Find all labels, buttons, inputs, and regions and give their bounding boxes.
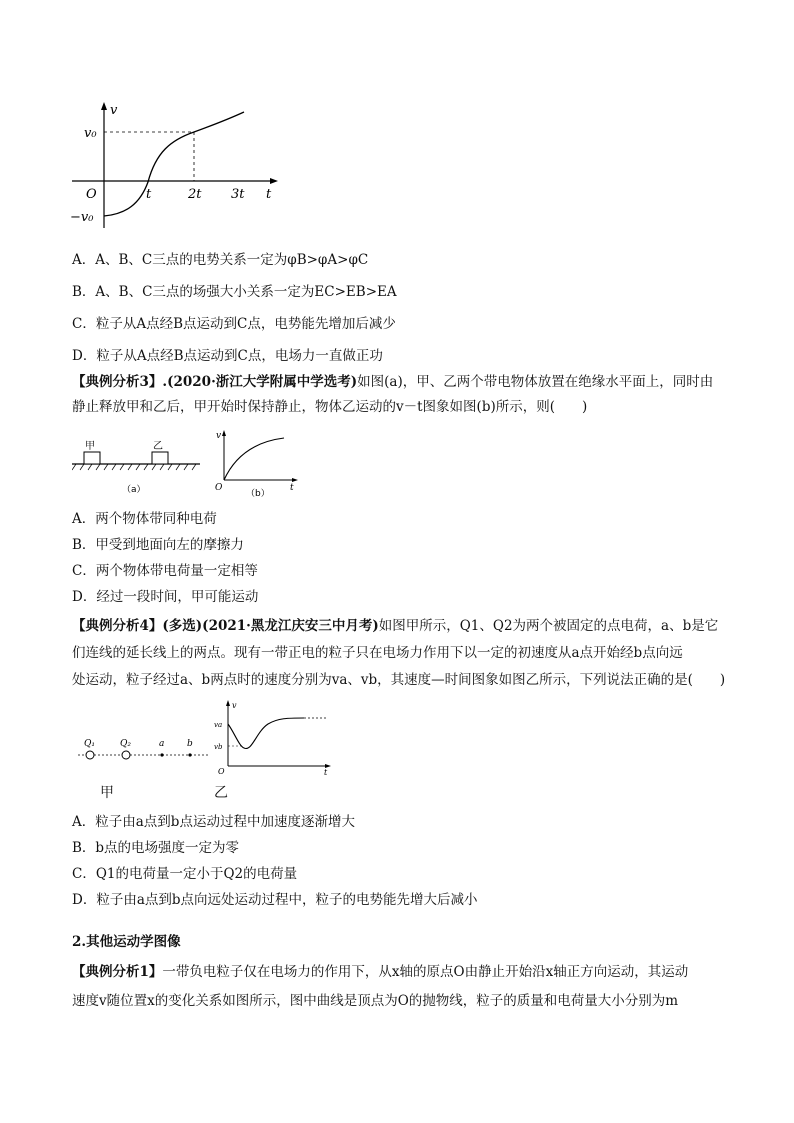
figure-yi-vb-label: vb: [214, 743, 223, 751]
charge-q1-label: Q₁: [84, 739, 95, 749]
figure-b-t-label: t: [290, 483, 294, 493]
block-yi-label: 乙: [153, 441, 163, 452]
figure-yi-va-label: va: [214, 721, 223, 729]
example-1-tag: 【典例分析1】: [72, 964, 163, 980]
velocity-time-graph-1: [66, 100, 286, 235]
option-b: B．A、B、C三点的场强大小关系一定为EC>EB>EA: [72, 284, 397, 300]
example-3-option-a: A．两个物体带同种电荷: [72, 511, 217, 527]
neg-v0-label: −v₀: [70, 210, 94, 225]
figure-a-blocks: [72, 428, 207, 498]
figure-b-origin: O: [215, 483, 223, 493]
example-4-stem-line3: 处运动，粒子经过a、b两点时的速度分别为va、vb，其速度—时间图象如图乙所示，下列说法正确的是( ): [72, 672, 726, 688]
tick-3t-label: 3t: [231, 187, 245, 202]
figure-yi-origin: O: [218, 767, 225, 776]
point-a-label: a: [159, 739, 165, 749]
tick-t-label: t: [146, 187, 152, 202]
point-b-label: b: [187, 739, 193, 749]
example-3-option-c: C．两个物体带电荷量一定相等: [72, 563, 258, 579]
example-4-option-a: A．粒子由a点到b点运动过程中加速度逐渐增大: [72, 814, 355, 830]
figure-yi-vt-graph: [212, 698, 337, 776]
figure-yi-t-label: t: [324, 768, 328, 776]
example-3-text: 如图(a)，甲、乙两个带电物体放置在绝缘水平面上，同时由: [357, 374, 714, 390]
figure-b-v-label: v: [216, 431, 222, 441]
example-4-stem-line2: 们连线的延长线上的两点。现有一带正电的粒子只在电场力作用下以一定的初速度从a点开始经b点向远: [72, 645, 683, 661]
example-3-tag: 【典例分析3】: [72, 374, 163, 390]
tick-2t-label: 2t: [188, 187, 202, 202]
section-2-heading: 2.其他运动学图像: [72, 934, 181, 950]
option-d: D．粒子从A点经B点运动到C点，电场力一直做正功: [72, 348, 383, 364]
example-3-option-d: D．经过一段时间，甲可能运动: [72, 589, 259, 605]
figure-b-vt-graph: [212, 428, 302, 500]
figure-yi-v-label: v: [232, 701, 237, 710]
example-4-stem-line1: [72, 616, 732, 636]
example-4-tag: 【典例分析4】: [72, 618, 163, 634]
axis-v-label: v: [110, 103, 118, 118]
example-1-text: 一带负电粒子仅在电场力的作用下，从x轴的原点O由静止开始沿x轴正方向运动，其运动: [162, 964, 689, 980]
origin-label: O: [86, 187, 97, 202]
figure-yi-caption: 乙: [214, 785, 228, 801]
figure-jia-charges: [72, 730, 212, 770]
example-4-option-d: D．粒子由a点到b点向远处运动过程中，粒子的电势能先增大后减小: [72, 892, 478, 908]
example-4-option-b: B．b点的电场强度一定为零: [72, 840, 240, 856]
charge-q2-label: Q₂: [120, 739, 131, 749]
example-1-stem-line1: [72, 962, 732, 982]
example-4-source: (多选)(2021·黑龙江庆安三中月考): [162, 618, 379, 634]
option-c: C．粒子从A点经B点运动到C点，电势能先增加后减少: [72, 316, 396, 332]
example-4-option-c: C．Q1的电荷量一定小于Q2的电荷量: [72, 866, 298, 882]
example-3-source: .(2020·浙江大学附属中学选考): [162, 374, 358, 390]
example-3-option-b: B．甲受到地面向左的摩擦力: [72, 537, 244, 553]
example-4-text: 如图甲所示，Q1、Q2为两个被固定的点电荷，a、b是它: [378, 618, 719, 634]
figure-a-caption: （a）: [122, 485, 146, 495]
figure-jia-caption: 甲: [100, 785, 114, 801]
example-3-stem-line2: 静止释放甲和乙后，甲开始时保持静止，物体乙运动的v－t图象如图(b)所示，则( ): [72, 399, 588, 415]
example-1-stem-line2: 速度v随位置x的变化关系如图所示，图中曲线是顶点为O的抛物线，粒子的质量和电荷量大小分别为m: [72, 993, 679, 1009]
figure-b-caption: （b）: [246, 489, 270, 499]
block-jia-label: 甲: [85, 441, 95, 452]
option-a: A．A、B、C三点的电势关系一定为φB>φA>φC: [72, 252, 369, 268]
example-3-stem-line1: [72, 372, 732, 392]
axis-t-label: t: [266, 187, 272, 202]
v0-label: v₀: [84, 126, 97, 141]
